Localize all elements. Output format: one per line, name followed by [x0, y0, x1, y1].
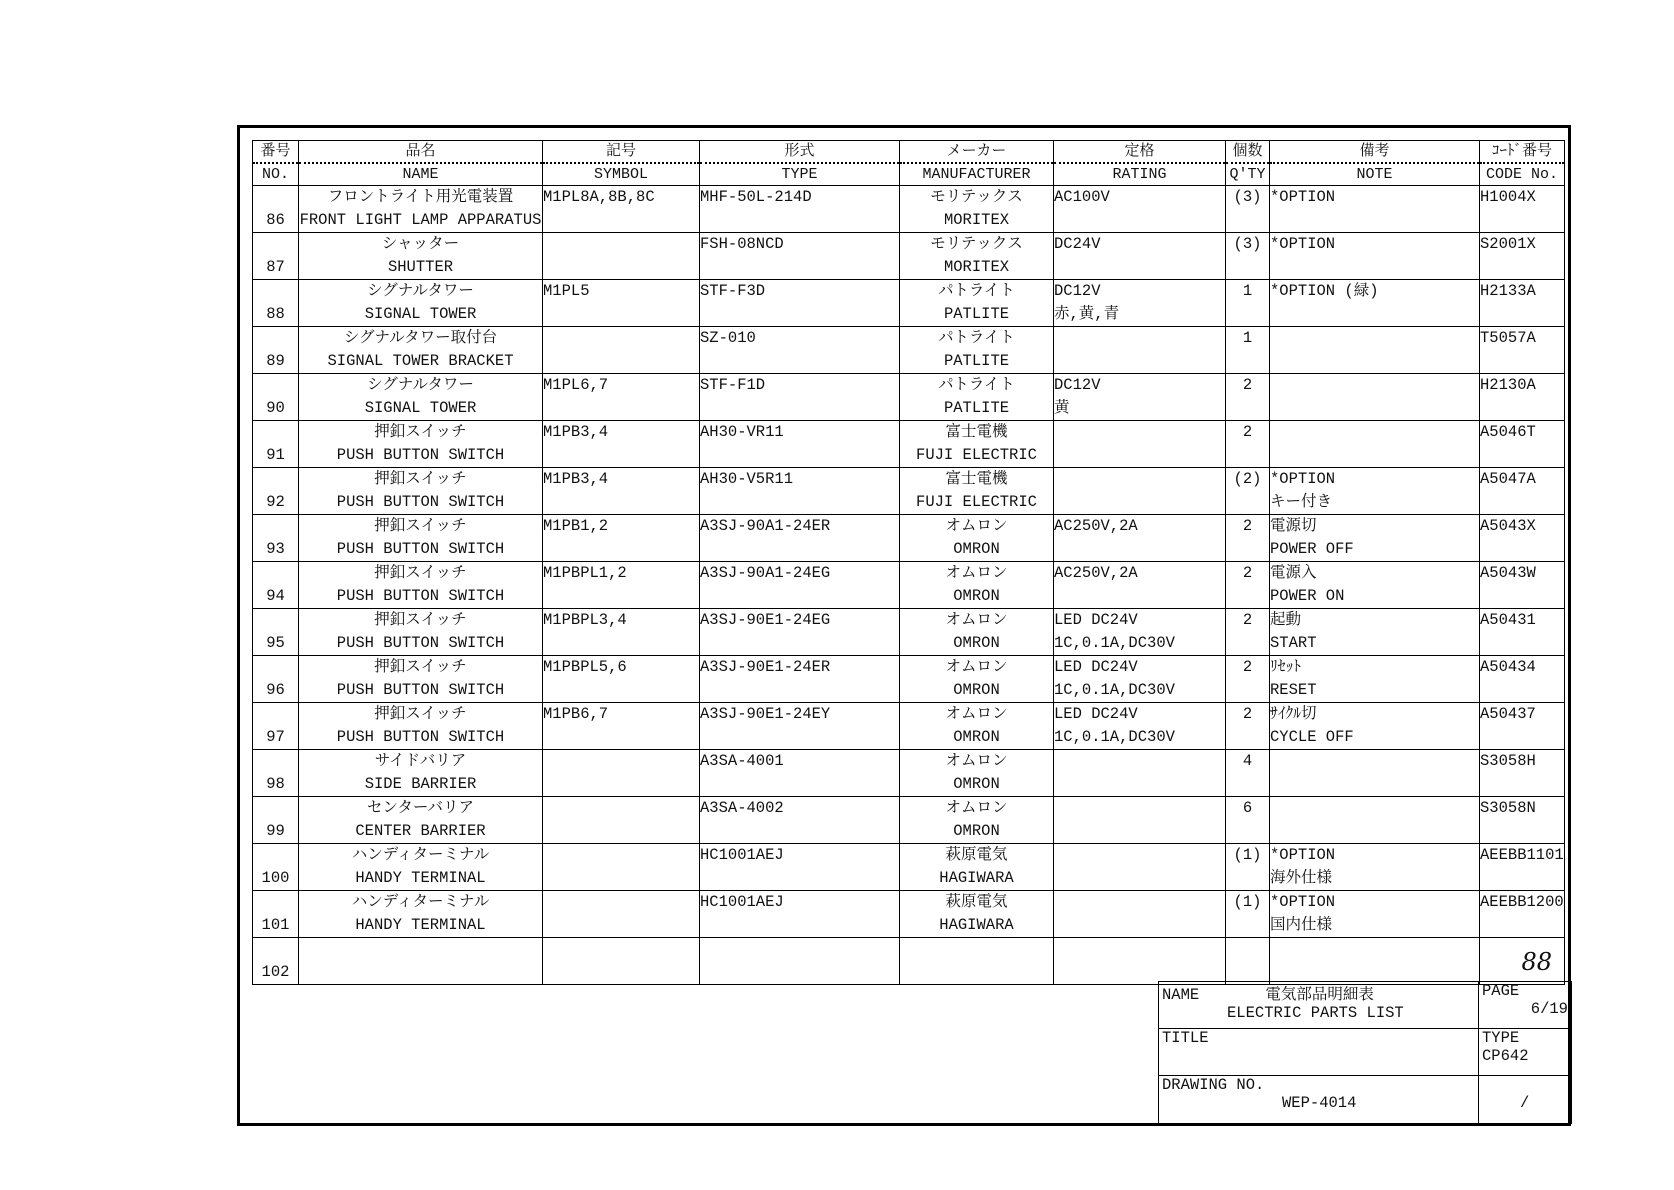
cell-rating	[1054, 938, 1226, 985]
table-row	[253, 421, 1565, 468]
cell-type: A3SA-4001	[700, 750, 900, 797]
cell-type: AH30-VR11	[700, 421, 900, 468]
code-text: A5047A	[1480, 470, 1536, 488]
handwritten-code: 88	[1521, 948, 1552, 976]
type-label: TYPE	[1482, 1029, 1520, 1047]
cell-rating: DC12V 黄	[1054, 374, 1226, 421]
cell-type: A3SJ-90E1-24EY	[700, 703, 900, 750]
cell-name: センターバリア CENTER BARRIER	[299, 797, 543, 844]
cell-type: FSH-08NCD	[700, 233, 900, 280]
table-row	[253, 609, 1565, 656]
cell-code	[1480, 327, 1565, 374]
cell-rating: AC100V	[1054, 186, 1226, 233]
cell-note: 起動 START	[1270, 609, 1480, 656]
cell-symbol	[543, 938, 700, 985]
header-type: 形式 TYPE	[700, 141, 900, 186]
code-text: AEEBB1200	[1480, 893, 1564, 911]
cell-qty	[1226, 938, 1270, 985]
table-row	[253, 891, 1565, 938]
cell-type: HC1001AEJ	[700, 844, 900, 891]
title-block-name	[1159, 982, 1479, 1029]
cell-rating	[1054, 750, 1226, 797]
cell-qty: 2	[1226, 421, 1270, 468]
cell-maker: オムロン OMRON	[900, 562, 1054, 609]
cell-maker: モリテックス MORITEX	[900, 233, 1054, 280]
cell-qty: (1)	[1226, 891, 1270, 938]
cell-qty: 1	[1226, 280, 1270, 327]
cell-maker: オムロン OMRON	[900, 703, 1054, 750]
cell-symbol: M1PB3,4	[543, 421, 700, 468]
cell-qty: 2	[1226, 374, 1270, 421]
page-label: PAGE	[1482, 982, 1520, 1000]
cell-type: SZ-010	[700, 327, 900, 374]
cell-maker: オムロン OMRON	[900, 797, 1054, 844]
cell-rating	[1054, 891, 1226, 938]
cell-qty: 2	[1226, 703, 1270, 750]
cell-code	[1480, 891, 1565, 938]
cell-note: 電源切 POWER OFF	[1270, 515, 1480, 562]
header-qty: 個数 Q'TY	[1226, 141, 1270, 186]
name-label: NAME	[1162, 986, 1200, 1004]
cell-note: 電源入 POWER ON	[1270, 562, 1480, 609]
code-text: H2133A	[1480, 282, 1536, 300]
cell-name: 押釦スイッチ PUSH BUTTON SWITCH	[299, 421, 543, 468]
cell-code	[1480, 421, 1565, 468]
cell-maker: パトライト PATLITE	[900, 374, 1054, 421]
code-text: A5043X	[1480, 517, 1536, 535]
cell-name: シグナルタワー SIGNAL TOWER	[299, 374, 543, 421]
cell-type: A3SA-4002	[700, 797, 900, 844]
cell-name: シャッター SHUTTER	[299, 233, 543, 280]
cell-code	[1480, 233, 1565, 280]
cell-no: 102	[253, 938, 299, 985]
cell-type: A3SJ-90E1-24EG	[700, 609, 900, 656]
cell-qty: 2	[1226, 609, 1270, 656]
cell-symbol: M1PL8A,8B,8C	[543, 186, 700, 233]
cell-maker: パトライト PATLITE	[900, 327, 1054, 374]
code-text: H1004X	[1480, 188, 1536, 206]
header-no: 番号 NO.	[253, 141, 299, 186]
cell-note: *OPTION	[1270, 186, 1480, 233]
cell-rating: LED DC24V 1C,0.1A,DC30V	[1054, 656, 1226, 703]
cell-maker: モリテックス MORITEX	[900, 186, 1054, 233]
cell-name: 押釦スイッチ PUSH BUTTON SWITCH	[299, 703, 543, 750]
cell-note	[1270, 750, 1480, 797]
table-row	[253, 186, 1565, 233]
cell-name: ハンディターミナル HANDY TERMINAL	[299, 844, 543, 891]
cell-rating: AC250V,2A	[1054, 515, 1226, 562]
table-row	[253, 562, 1565, 609]
cell-rating	[1054, 468, 1226, 515]
cell-note	[1270, 421, 1480, 468]
title-label: TITLE	[1162, 1029, 1209, 1047]
cell-no: 94	[253, 562, 299, 609]
cell-symbol	[543, 844, 700, 891]
cell-name: 押釦スイッチ PUSH BUTTON SWITCH	[299, 468, 543, 515]
cell-code	[1480, 797, 1565, 844]
cell-name: 押釦スイッチ PUSH BUTTON SWITCH	[299, 656, 543, 703]
table-row	[253, 938, 1565, 985]
cell-maker: パトライト PATLITE	[900, 280, 1054, 327]
cell-symbol	[543, 233, 700, 280]
cell-maker	[900, 938, 1054, 985]
title-block	[1158, 981, 1572, 1124]
drawing-value: WEP-4014	[1282, 1094, 1357, 1112]
cell-no: 100	[253, 844, 299, 891]
table-row	[253, 750, 1565, 797]
table-header	[253, 141, 1565, 186]
parts-table	[252, 140, 1565, 985]
code-text: S2001X	[1480, 235, 1536, 253]
cell-rating	[1054, 844, 1226, 891]
table-row	[253, 327, 1565, 374]
code-text: S3058H	[1480, 752, 1536, 770]
cell-note: *OPTION 海外仕様	[1270, 844, 1480, 891]
cell-code	[1480, 280, 1565, 327]
table-row	[253, 374, 1565, 421]
cell-qty: (3)	[1226, 233, 1270, 280]
cell-name: シグナルタワー取付台 SIGNAL TOWER BRACKET	[299, 327, 543, 374]
cell-qty: 4	[1226, 750, 1270, 797]
cell-qty: 2	[1226, 515, 1270, 562]
cell-no: 99	[253, 797, 299, 844]
cell-symbol	[543, 327, 700, 374]
cell-symbol: M1PBPL3,4	[543, 609, 700, 656]
table-row	[253, 797, 1565, 844]
code-text: AEEBB1101	[1480, 846, 1564, 864]
cell-qty: 2	[1226, 656, 1270, 703]
code-text: A50434	[1480, 658, 1536, 676]
cell-type: A3SJ-90A1-24EG	[700, 562, 900, 609]
cell-code	[1480, 468, 1565, 515]
cell-type: AH30-V5R11	[700, 468, 900, 515]
cell-type	[700, 938, 900, 985]
cell-maker: オムロン OMRON	[900, 656, 1054, 703]
cell-no: 96	[253, 656, 299, 703]
cell-type: STF-F1D	[700, 374, 900, 421]
cell-no: 97	[253, 703, 299, 750]
cell-code	[1480, 609, 1565, 656]
cell-qty: (1)	[1226, 844, 1270, 891]
cell-rating: AC250V,2A	[1054, 562, 1226, 609]
parts-body	[253, 186, 1565, 985]
cell-no: 86	[253, 186, 299, 233]
table-row	[253, 515, 1565, 562]
cell-code	[1480, 374, 1565, 421]
cell-maker: オムロン OMRON	[900, 609, 1054, 656]
header-note: 備考 NOTE	[1270, 141, 1480, 186]
cell-qty: 6	[1226, 797, 1270, 844]
cell-maker: 萩原電気 HAGIWARA	[900, 844, 1054, 891]
cell-code	[1480, 844, 1565, 891]
header-symbol: 記号 SYMBOL	[543, 141, 700, 186]
cell-code	[1480, 515, 1565, 562]
cell-name: ハンディターミナル HANDY TERMINAL	[299, 891, 543, 938]
cell-type: HC1001AEJ	[700, 891, 900, 938]
code-text: A5043W	[1480, 564, 1536, 582]
cell-no: 91	[253, 421, 299, 468]
cell-note: *OPTION	[1270, 233, 1480, 280]
cell-note: *OPTION 国内仕様	[1270, 891, 1480, 938]
cell-symbol: M1PBPL1,2	[543, 562, 700, 609]
cell-no: 89	[253, 327, 299, 374]
header-rating: 定格 RATING	[1054, 141, 1226, 186]
cell-type: STF-F3D	[700, 280, 900, 327]
title-block-title	[1159, 1029, 1479, 1076]
bottom-right-mark: /	[1520, 1094, 1530, 1112]
title-block-type	[1479, 1029, 1572, 1076]
code-text: H2130A	[1480, 376, 1536, 394]
cell-qty: (3)	[1226, 186, 1270, 233]
title-block-drawing	[1159, 1076, 1479, 1124]
table-row	[253, 233, 1565, 280]
cell-code	[1480, 656, 1565, 703]
cell-maker: オムロン OMRON	[900, 515, 1054, 562]
header-name: 品名 NAME	[299, 141, 543, 186]
table-row	[253, 703, 1565, 750]
cell-code	[1480, 938, 1565, 985]
cell-symbol: M1PB6,7	[543, 703, 700, 750]
code-text: S3058N	[1480, 799, 1536, 817]
cell-name: フロントライト用光電装置 FRONT LIGHT LAMP APPARATUS	[299, 186, 543, 233]
cell-note: *OPTION (緑)	[1270, 280, 1480, 327]
type-value: CP642	[1482, 1047, 1529, 1065]
cell-type: A3SJ-90A1-24ER	[700, 515, 900, 562]
cell-symbol	[543, 797, 700, 844]
cell-no: 98	[253, 750, 299, 797]
cell-rating	[1054, 797, 1226, 844]
cell-rating	[1054, 421, 1226, 468]
cell-note: ｻｲｸﾙ切 CYCLE OFF	[1270, 703, 1480, 750]
page-value: 6/19	[1530, 1000, 1568, 1018]
cell-rating: LED DC24V 1C,0.1A,DC30V	[1054, 703, 1226, 750]
cell-symbol: M1PBPL5,6	[543, 656, 700, 703]
cell-symbol	[543, 891, 700, 938]
cell-no: 93	[253, 515, 299, 562]
cell-name	[299, 938, 543, 985]
cell-symbol: M1PB3,4	[543, 468, 700, 515]
code-text: A5046T	[1480, 423, 1536, 441]
cell-maker: 富士電機 FUJI ELECTRIC	[900, 468, 1054, 515]
cell-symbol: M1PL5	[543, 280, 700, 327]
cell-no: 90	[253, 374, 299, 421]
cell-code	[1480, 750, 1565, 797]
header-maker: メーカー MANUFACTURER	[900, 141, 1054, 186]
cell-qty: 2	[1226, 562, 1270, 609]
cell-maker: 萩原電気 HAGIWARA	[900, 891, 1054, 938]
table-row	[253, 468, 1565, 515]
cell-no: 92	[253, 468, 299, 515]
code-text: A50437	[1480, 705, 1536, 723]
cell-note: *OPTION キー付き	[1270, 468, 1480, 515]
cell-note	[1270, 797, 1480, 844]
code-text: T5057A	[1480, 329, 1536, 347]
cell-symbol: M1PL6,7	[543, 374, 700, 421]
cell-name: 押釦スイッチ PUSH BUTTON SWITCH	[299, 609, 543, 656]
cell-note: ﾘｾｯﾄ RESET	[1270, 656, 1480, 703]
cell-code	[1480, 562, 1565, 609]
cell-note	[1270, 374, 1480, 421]
cell-name: 押釦スイッチ PUSH BUTTON SWITCH	[299, 515, 543, 562]
cell-no: 88	[253, 280, 299, 327]
cell-rating: LED DC24V 1C,0.1A,DC30V	[1054, 609, 1226, 656]
cell-maker: オムロン OMRON	[900, 750, 1054, 797]
name-en: ELECTRIC PARTS LIST	[1227, 1004, 1404, 1022]
cell-name: 押釦スイッチ PUSH BUTTON SWITCH	[299, 562, 543, 609]
header-code: ｺｰﾄﾞ番号 CODE No.	[1480, 141, 1565, 186]
cell-no: 87	[253, 233, 299, 280]
drawing-label: DRAWING NO.	[1162, 1076, 1265, 1094]
cell-qty: (2)	[1226, 468, 1270, 515]
cell-type: A3SJ-90E1-24ER	[700, 656, 900, 703]
name-ja: 電気部品明細表	[1265, 986, 1374, 1004]
cell-rating	[1054, 327, 1226, 374]
table-row	[253, 844, 1565, 891]
cell-maker: 富士電機 FUJI ELECTRIC	[900, 421, 1054, 468]
title-block-bottom-right	[1479, 1076, 1572, 1124]
cell-no: 95	[253, 609, 299, 656]
cell-code	[1480, 186, 1565, 233]
cell-no: 101	[253, 891, 299, 938]
cell-note	[1270, 938, 1480, 985]
cell-rating: DC12V 赤,黄,青	[1054, 280, 1226, 327]
table-row	[253, 656, 1565, 703]
cell-symbol: M1PB1,2	[543, 515, 700, 562]
code-text: A50431	[1480, 611, 1536, 629]
cell-name: シグナルタワー SIGNAL TOWER	[299, 280, 543, 327]
title-block-page	[1479, 982, 1572, 1029]
cell-type: MHF-50L-214D	[700, 186, 900, 233]
cell-symbol	[543, 750, 700, 797]
cell-code	[1480, 703, 1565, 750]
cell-note	[1270, 327, 1480, 374]
cell-name: サイドバリア SIDE BARRIER	[299, 750, 543, 797]
cell-qty: 1	[1226, 327, 1270, 374]
cell-rating: DC24V	[1054, 233, 1226, 280]
table-row	[253, 280, 1565, 327]
